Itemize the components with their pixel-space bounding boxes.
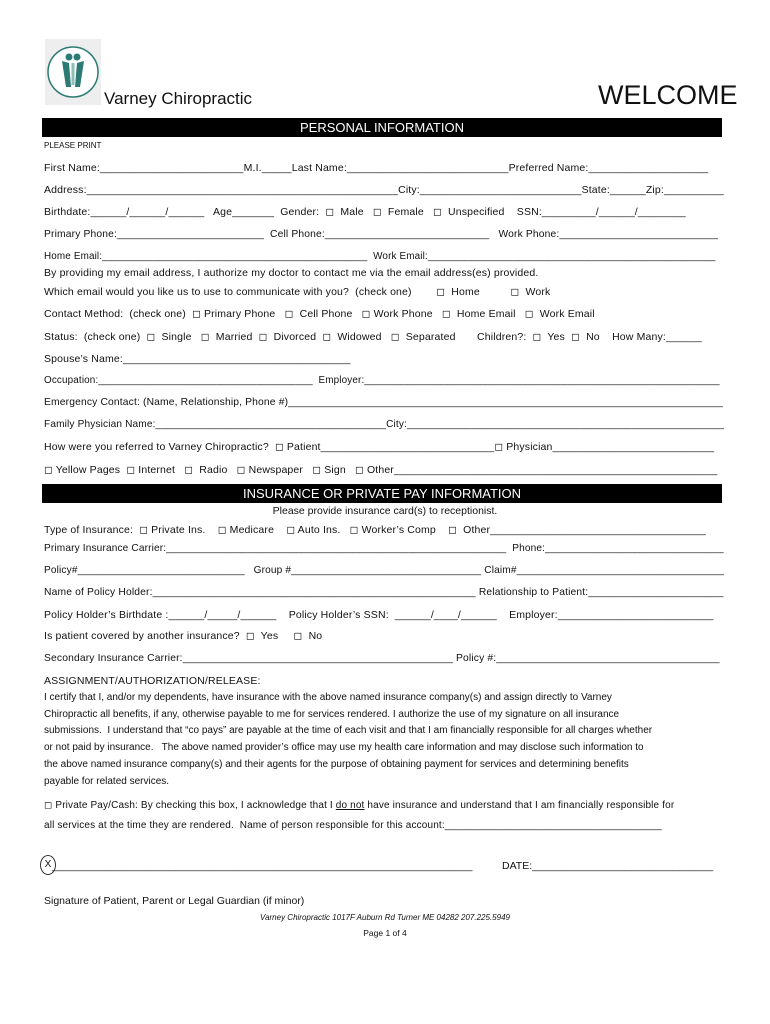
practice-logo (45, 39, 101, 105)
assignment-line: payable for related services. (44, 775, 170, 787)
referral-row[interactable]: How were you referred to Varney Chiropractic? ◻ Patient_____________________________◻ Physician___________________________ (44, 441, 715, 453)
assignment-heading: ASSIGNMENT/AUTHORIZATION/RELEASE: (44, 675, 261, 687)
status-row[interactable]: Status: (check one) ◻ Single ◻ Married ◻ Divorced ◻ Widowed ◻ Separated Children?: ◻ Yes ◻ No How Many:______ (44, 331, 702, 343)
spouse-name-row[interactable]: Spouse’s Name:______________________________________ (44, 353, 351, 365)
phone-row[interactable]: Primary Phone:_________________________ Cell Phone:____________________________ Work Phone:___________________________ (44, 229, 719, 240)
assignment-line: or not paid by insurance. The above named provider’s office may use my health care information and may disclose such information to (44, 742, 644, 754)
private-pay-do-not: do not (335, 800, 365, 811)
signature-x-mark: X (40, 855, 56, 875)
holder-birthdate-row[interactable]: Policy Holder’s Birthdate :______/_____/______ Policy Holder’s SSN: ______/____/______ Employer:__________________________ (44, 609, 714, 621)
assignment-line: the above named insurance company(s) and their agents for the purpose of obtaining payment for services and determining benefits (44, 758, 629, 770)
secondary-carrier-row[interactable]: Secondary Insurance Carrier:______________________________________________ Policy #:______________________________________ (44, 653, 720, 664)
page-number: Page 1 of 4 (363, 928, 407, 938)
first-name-row[interactable]: First Name:________________________M.I._____Last Name:___________________________Preferred Name:____________________ (44, 162, 709, 174)
insurance-card-note: Please provide insurance card(s) to receptionist. (272, 505, 498, 517)
welcome-heading: WELCOME (598, 80, 738, 110)
assignment-paragraph (44, 690, 724, 790)
emergency-contact-row[interactable]: Emergency Contact: (Name, Relationship, Phone #)__________________________________________________________________________ (44, 397, 724, 408)
private-pay-text: ◻ Private Pay/Cash: By checking this box, I acknowledge that I (44, 800, 336, 811)
preferred-email-row[interactable]: Which email would you like us to use to communicate with you? (check one) ◻ Home ◻ Work (44, 286, 551, 298)
personal-info-header: PERSONAL INFORMATION (42, 118, 722, 137)
assignment-line: submissions. I understand that “co pays” are payable at the time of each visit and that I am financially responsible for all charges whether (44, 725, 653, 737)
contact-method-row[interactable]: Contact Method: (check one) ◻ Primary Phone ◻ Cell Phone ◻ Work Phone ◻ Home Email ◻ Work Email (44, 308, 595, 320)
occupation-row[interactable]: Occupation:______________________________________ Employer:_______________________________________________________________ (44, 375, 720, 386)
private-pay-row[interactable] (44, 800, 674, 811)
email-row[interactable]: Home Email:_______________________________________________ Work Email:___________________________________________________ (44, 251, 716, 262)
email-consent-text: By providing my email address, I authorize my doctor to contact me via the email address(es) provided. (44, 267, 539, 279)
please-print-note: PLEASE PRINT (44, 141, 102, 150)
policy-number-row[interactable]: Policy#_____________________________ Group #_________________________________ Claim#____________________________________ (44, 565, 725, 576)
insurance-header: INSURANCE OR PRIVATE PAY INFORMATION (42, 484, 722, 503)
date-field[interactable]: DATE:_______________________________ (502, 860, 714, 872)
private-pay-text-end: have insurance and understand that I am financially responsible for (364, 800, 675, 811)
footer-address: Varney Chiropractic 1017F Auburn Rd Turner ME 04282 207.225.5949 (260, 913, 510, 922)
practice-name: Varney Chiropractic (104, 89, 253, 108)
address-row[interactable]: Address:____________________________________________________City:___________________________State:______Zip:__________ (44, 184, 724, 196)
other-insurance-row[interactable]: Is patient covered by another insurance? ◻ Yes ◻ No (44, 630, 323, 642)
family-physician-row[interactable]: Family Physician Name:________________________________________City:_______________________________________________________ (44, 419, 725, 430)
responsible-person-row[interactable]: all services at the time they are rendered. Name of person responsible for this account:______________________________________ (44, 820, 662, 831)
assignment-line: I certify that I, and/or my dependents, have insurance with the above named insurance company(s) and assign directly to Varney (44, 692, 612, 703)
assignment-line: Chiropractic all benefits, if any, otherwise payable to me for services rendered. I authorize the use of my signature on all insurance (44, 708, 620, 720)
policy-holder-row[interactable]: Name of Policy Holder:_______________________________________________________ Relationship to Patient:_______________________ (44, 587, 724, 598)
referral-source-row[interactable]: ◻ Yellow Pages ◻ Internet ◻ Radio ◻ Newspaper ◻ Sign ◻ Other______________________________________________________ (44, 464, 718, 476)
primary-carrier-row[interactable]: Primary Insurance Carrier:___________________________________________________________ Phone:_______________________________ (44, 543, 724, 554)
insurance-type-row[interactable]: Type of Insurance: ◻ Private Ins. ◻ Medicare ◻ Auto Ins. ◻ Worker’s Comp ◻ Other____________________________________ (44, 524, 706, 536)
signature-line[interactable]: ________________________________________________________________________ (52, 860, 473, 872)
birthdate-row[interactable]: Birthdate:______/______/______ Age_______ Gender: ◻ Male ◻ Female ◻ Unspecified SSN:_________/______/________ (44, 206, 686, 218)
logo-figure-icon (45, 39, 101, 105)
signature-caption: Signature of Patient, Parent or Legal Guardian (if minor) (44, 895, 305, 907)
